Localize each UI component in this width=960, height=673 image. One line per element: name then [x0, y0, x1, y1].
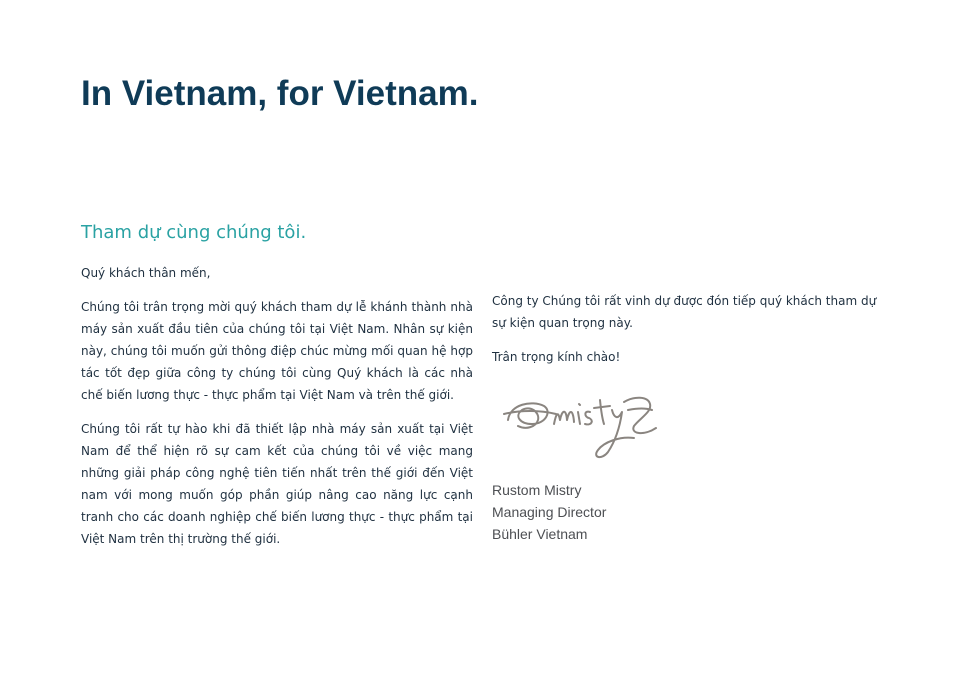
letter-salutation: Quý khách thân mến, — [81, 266, 211, 280]
letter-paragraph-2: Chúng tôi rất tự hào khi đã thiết lập nhà máy sản xuất tại Việt Nam để thể hiện rõ sự cam kết của chúng tôi về việc mang những giải pháp công nghệ tiên tiến nhất trên thế giới đến Việt nam với mong muốn góp phần giúp nâng cao năng lực cạnh tranh cho các doanh nghiệp chế biến lương thực - thực phẩm tại Việt Nam trên thị trường thế giới. — [81, 422, 473, 546]
letter-right-column — [492, 290, 877, 380]
signer-block — [492, 479, 606, 545]
letter-paragraph-3: Công ty Chúng tôi rất vinh dự được đón tiếp quý khách tham dự sự kiện quan trọng này. — [492, 294, 877, 330]
signer-title: Managing Director — [492, 504, 607, 520]
signer-company: Bühler Vietnam — [492, 526, 588, 542]
page-headline: In Vietnam, for Vietnam. — [81, 74, 479, 113]
handwritten-signature — [500, 380, 670, 465]
letter-left-column — [81, 262, 473, 562]
invitation-subhead: Tham dự cùng chúng tôi. — [81, 222, 307, 243]
letter-paragraph-1: Chúng tôi trân trọng mời quý khách tham dự lễ khánh thành nhà máy sản xuất đầu tiên của chúng tôi tại Việt Nam. Nhân sự kiện này, chúng tôi muốn gửi thông điệp chúc mừng mối quan hệ hợp tác tốt đẹp giữa công ty chúng tôi cùng Quý khách là các nhà chế biến lương thực - thực phẩm tại Việt Nam và trên thế giới. — [81, 300, 473, 402]
signer-name: Rustom Mistry — [492, 482, 582, 498]
letter-closing: Trân trọng kính chào! — [492, 350, 621, 364]
